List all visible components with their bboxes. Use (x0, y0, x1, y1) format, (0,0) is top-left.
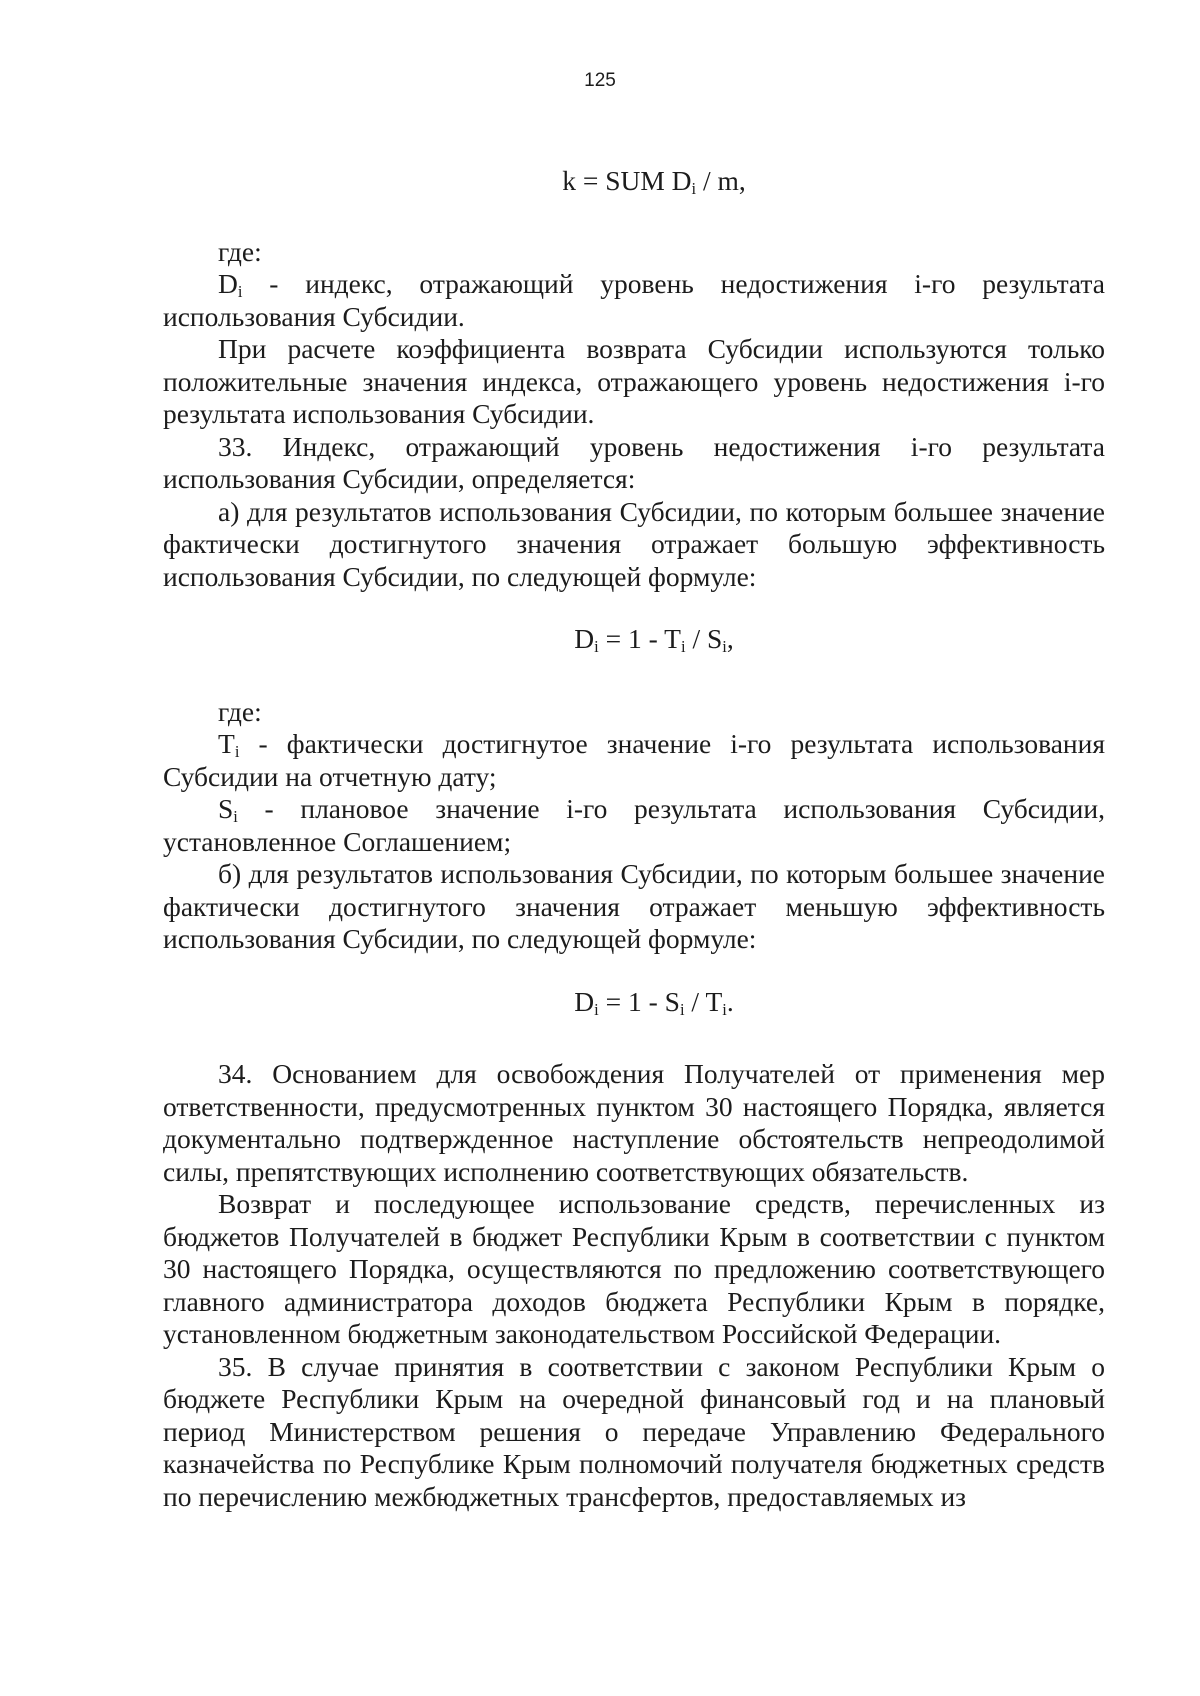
formula-b-part: / T (684, 985, 723, 1017)
formula-a-part: / S (685, 623, 723, 654)
paragraph-33: 33. Индекс, отражающий уровень недостижения i-го результата использования Субсидии, определяется: (163, 430, 1105, 494)
paragraph-b: б) для результатов использования Субсидии, по которым большее значение фактически достигнутого значения отражает меньшую эффективность использования Субсидии, по следующей формуле: (163, 858, 1105, 954)
paragraph-positive-values: При расчете коэффициента возврата Субсидии используются только положительные значения индекса, отражающего уровень недостижения i-го результата использования Субсидии. (163, 333, 1105, 429)
formula-b (163, 986, 1105, 1019)
formula-b-sub: i (722, 999, 727, 1019)
definition-si (163, 793, 1105, 858)
where-label-1: где: (218, 235, 262, 267)
formula-a (163, 623, 1105, 656)
formula-a-sub: i (594, 637, 599, 657)
formula-a-sub: i (680, 637, 686, 657)
formula-b-sub: i (679, 999, 685, 1019)
paragraph-35: 35. В случае принятия в соответствии с законом Республики Крым о бюджете Республики Крым на очередной финансовый год и на плановый период Министерством решения о передаче Управлению Федерального казначейства по Республике Крым полномочий получателя бюджетных средств по перечислению межбюджетных трансфертов, предоставляемых из (163, 1350, 1105, 1512)
definition-di-symbol: D (218, 268, 238, 299)
formula-k (163, 165, 1105, 198)
definition-ti-symbol: T (218, 728, 235, 759)
formula-b-part: = 1 - S (598, 985, 680, 1017)
page-number: 125 (584, 70, 616, 91)
formula-k-rhs: / m, (696, 165, 746, 196)
paragraph-34: 34. Основанием для освобождения Получателей от применения мер ответственности, предусмотренных пунктом 30 настоящего Порядка, является документально подтвержденное наступление обстоятельств непреодолимой силы, препятствующих исполнению соответствующих обязательств. (163, 1058, 1105, 1187)
definition-di-sub: i (237, 282, 243, 302)
definition-di-text: - индекс, отражающий уровень недостижения i-го результата использования Субсидии. (163, 268, 1105, 332)
paragraph-a: а) для результатов использования Субсидии, по которым большее значение фактически достигнутого значения отражает большую эффективность использования Субсидии, по следующей формуле: (163, 495, 1105, 592)
formula-b-sub: i (594, 999, 599, 1019)
document-body (163, 165, 1105, 1513)
definition-si-sub: i (233, 807, 238, 827)
formula-k-lhs: k = SUM D (562, 165, 692, 196)
where-label-2: где: (218, 695, 262, 727)
formula-a-sub: i (722, 637, 727, 657)
definition-ti (163, 728, 1105, 793)
definition-ti-sub: i (234, 742, 240, 762)
formula-b-part: . (726, 985, 734, 1017)
formula-a-part: D (574, 623, 595, 654)
formula-a-part: , (726, 623, 734, 654)
definition-si-text: - плановое значение i-го результата использования Субсидии, установленное Соглашением; (163, 793, 1105, 857)
definition-di (163, 268, 1105, 333)
formula-b-part: D (574, 985, 595, 1017)
formula-k-sub: i (691, 179, 697, 199)
definition-si-symbol: S (218, 793, 234, 824)
paragraph-return-funds: Возврат и последующее использование средств, перечисленных из бюджетов Получателей в бюджет Республики Крым в соответствии с пунктом 30 настоящего Порядка, осуществляются по предложению соответствующего главного администратора доходов бюджета Республики Крым в порядке, установленном бюджетным законодательством Российской Федерации. (163, 1188, 1105, 1349)
formula-a-part: = 1 - T (598, 623, 681, 654)
definition-ti-text: - фактически достигнутое значение i-го результата использования Субсидии на отчетную дату; (163, 728, 1105, 792)
